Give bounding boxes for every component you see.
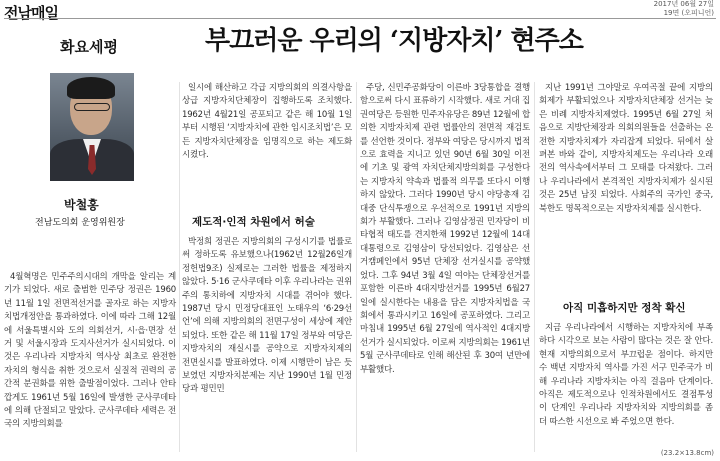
author-photo — [50, 73, 134, 181]
author-hair — [67, 77, 115, 99]
article-column-1 — [4, 271, 176, 432]
column-4-text-b: 지금 우리나라에서 시행하는 지방자치에 부족하다 시각으로 보는 사람이 많다는 것은 잘 안다. 현재 지방의회으로서 부끄럽운 점이다. 하지만 수 백년 지방자치 역사를 가진 서구 민주국가 비해 우리나라 지방자치는 아직 걸음마 단계이다. 아직은 제도적으로나 인적차원에서도 결점투성이 단계인 우리나라 지방자치와 지방의회를 좀 더 따스한 시선으로 봐 주었으면 한다. — [539, 323, 713, 427]
article-column-2 — [182, 82, 352, 162]
newspaper-masthead: 전남매일 — [4, 4, 58, 22]
column-2-text-b: 박정희 정권은 지방의회의 구성시기를 법률로써 정하도록 유보했으나(1962년 12월26일개정헌법9조) 실제로는 그러한 법률을 제정하지 않았다. 5·16 군사쿠데타 이후 우리나라는 권위주의 통치하에 지방자치 시대를 겪어야 했다. 1987년 당시 민정당대표인 노태우의 ‘6·29선언’에 의해 지방의회의 전면구성이 세상에 제안되었다. 또한 같은 해 11월 17일 정부와 여당은 지방자치의 재실시를 공약으로 지방자치제의 전면실시를 발표하였다. 이제 시행만이 남은 듯 보였던 지방자치분제는 지난 1990년 1월 민정당과 평민민 — [182, 237, 352, 395]
article-column-2b — [182, 236, 352, 397]
subheading-1: 제도적·인적 차원에서 허술 — [192, 216, 315, 228]
column-divider — [534, 82, 535, 452]
publication-info — [654, 0, 714, 18]
column-divider — [179, 82, 180, 452]
article-column-4b — [539, 322, 713, 429]
column-3-text: 주당, 신민주공화당이 이른바 3당통합을 결행함으로써 다시 표류하기 시작했다. 새로 거대 집권여당은 등원한 민주자유당은 89년 12월에 합의한 지방자치제 관련 법률안의 전면적 재검토를 선언한 것이다. 정부와 여당은 당시까지 법적으로 효력을 지니고 있던 90년 6월 30일 이전에 기초 및 광역 자치단체지방의회를 구성한다는 지방자치 약속과 법률적 의무를 또다시 이행하지 않았다. 그러다 1990년 당시 야당총재 김대중 단식투쟁으로 우선적으로 1991년 지방의회가 부활했다. 그러나 김영삼정권 민자당이 비타협적 태도를 견지한채 1992년 12월에 14대 대통령으로 김영삼이 당선되었다. 김영삼은 선거캠페인에서 95년 단체장 선거실시를 공약했었다. 그후 94년 3월 4일 여야는 단체장선거를 포함한 이른바 4대지방선거를 1995년 6월27일에 실시한다는 내용을 담은 지방자치법을 국회에서 통과시키고 16일에 공포하였다. 그리고 마침내 1995년 6월 27일에 역사적인 4대지방선거가 실시되었다. 이로써 지방의회는 1961년 5월 군사쿠데타로 인해 해산된 후 30여 년만에 부활했다. — [360, 83, 530, 375]
page-number: 19면 (오피니언) — [663, 9, 714, 17]
column-4-text-a: 지난 1991년 그야말로 우여곡절 끝에 지방의회제가 부활되었으나 지방자치단체장 선거는 늦은 비례 지방자치제였다. 1995년 6월 27일 처음으로 지방단체장과 의회의원들을 선출하는 온전한 지방자치제가 자리잡게 되었다. 뒤에서 살펴본 바와 같이, 지방자치제도는 우리나라 오래 전의 역사속에서부터 그 모태를 다져왔다. 그러나 우리나라에서 본격적인 지방자치제가 실시된 것은 25년 남짓 되었다. 사회주의 국가인 중국, 북한도 명목적으로는 지방자치제를 실시한다. — [539, 83, 713, 214]
author-affiliation: 전남도의회 운영위원장 — [35, 218, 125, 228]
article-column-3 — [360, 82, 530, 377]
subheading-2: 아직 미흡하지만 정착 확신 — [563, 302, 686, 314]
column-divider — [356, 82, 357, 452]
column-2-text-a: 일시에 해산하고 각급 지방의회의 의결사항을 상급 지방자치단체장이 집행하도록 조치했다. 1962년 4월21일 공포되고 같은 해 10월 1일부터 시행된 ‘지방자치에 관한 임시조치법’은 모든 지방자치단체장을 임명직으로 하는 제도화시켰다. — [182, 83, 352, 161]
author-name: 박철홍 — [64, 198, 99, 212]
author-glasses — [74, 103, 110, 111]
column-1-text: 4월혁명은 민주주의시대의 개막을 알리는 계기가 되었다. 새로 출범한 민주당 정권은 1960년 11월 1일 전면적선거를 골자로 하는 지방자치법개정안을 통과하였다. 이에 따라 그해 12월에 서울특별시와 도의 의회선거, 시·읍·면장 선거 및 서울시장과 도지사선거가 실시되었다. 이것은 우리나라 지방자치 역사상 최초로 완전한 자치의 형식을 취한 것으로서 실질적 권력의 공간적 분권화를 위한 출발점이었다. 그러나 안타깝게도 1961년 5월 16일에 발생한 군사쿠데타에 의해 단절되고 말았다. 군사쿠데타 세력은 전국의 지방의회를 — [4, 272, 176, 430]
article-headline: 부끄러운 우리의 ‘지방자치’ 현주소 — [205, 26, 583, 56]
publication-date: 2017년 06월 27일 — [653, 0, 714, 8]
header-divider — [4, 18, 716, 19]
article-column-4 — [539, 82, 713, 216]
column-section-title: 화요세평 — [60, 38, 118, 56]
clipping-size-note: (23.2×13.8cm) — [660, 449, 714, 457]
